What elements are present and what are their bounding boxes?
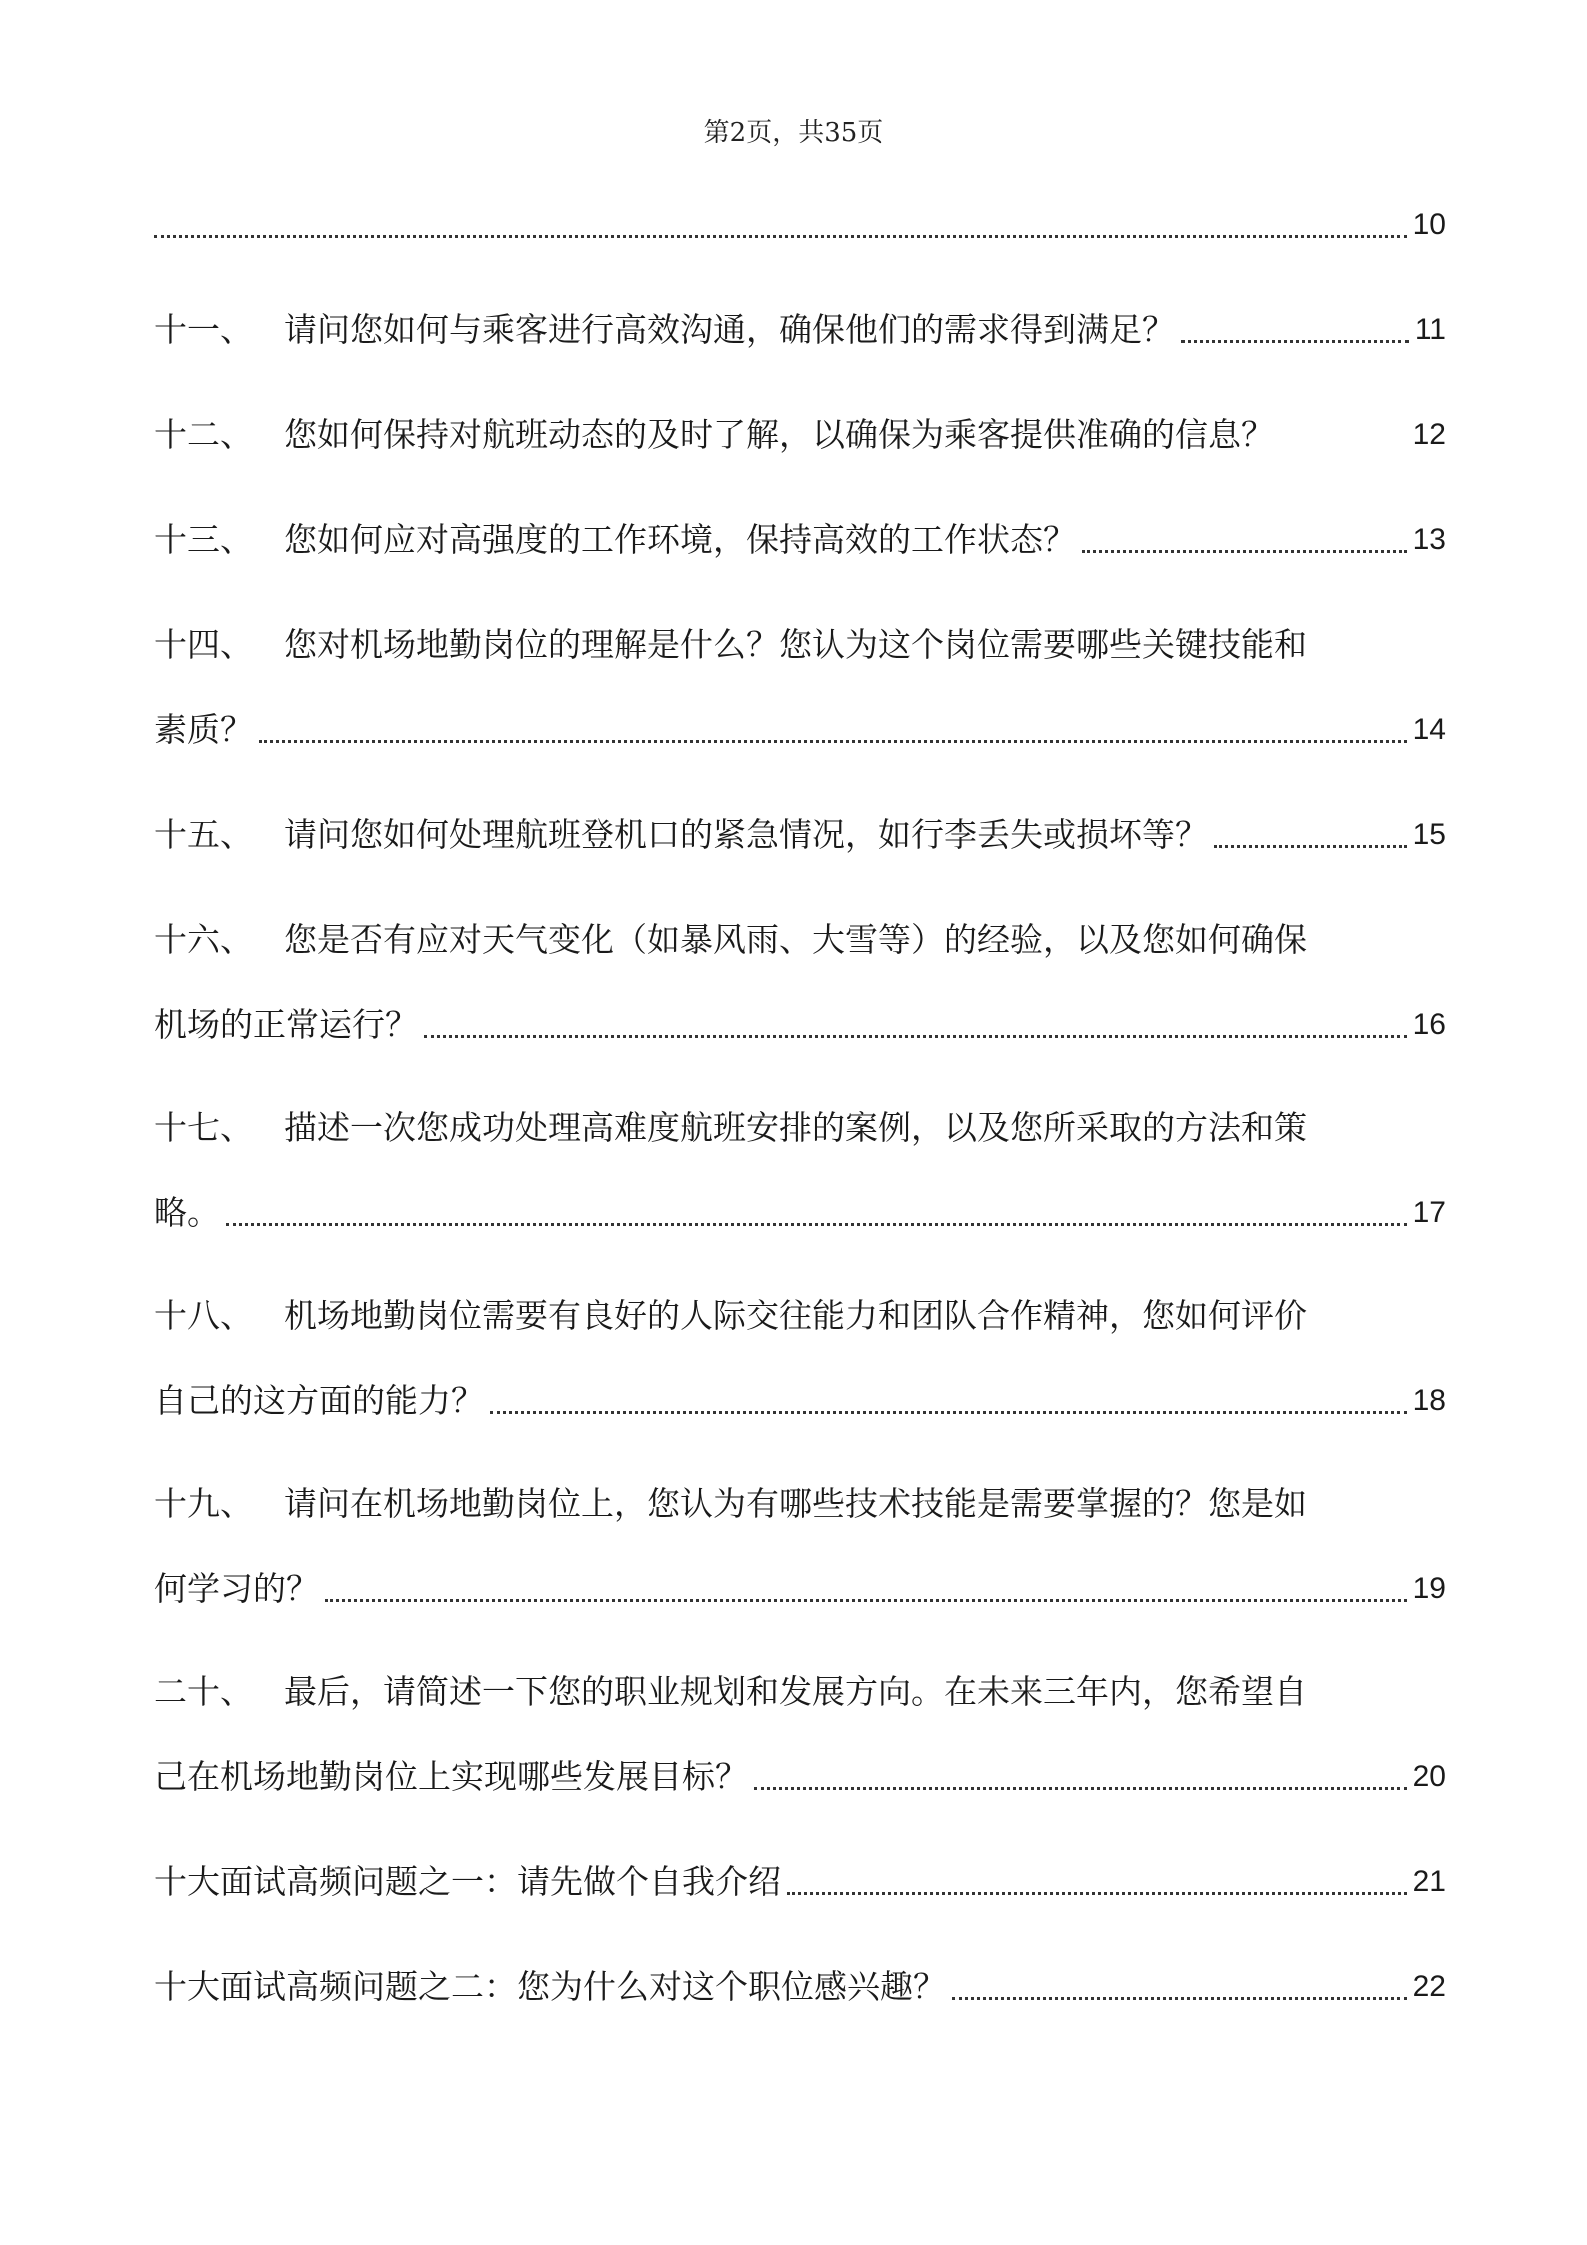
toc-entry-13[interactable]: [154, 515, 1446, 565]
toc-page-number: 11: [1414, 313, 1446, 346]
toc-entry-title: 请问您如何处理航班登机口的紧急情况，如行李丢失或损坏等？: [284, 815, 1208, 854]
toc-entry-number: 十九、: [154, 1484, 253, 1523]
dot-leader: [1278, 445, 1409, 448]
toc-entry-15[interactable]: [154, 810, 1446, 860]
toc-page-number: 19: [1412, 1572, 1446, 1605]
toc-entry-title: 描述一次您成功处理高难度航班安排的案例，以及您所采取的方法和策: [284, 1108, 1307, 1147]
dot-leader: [1082, 550, 1407, 553]
toc-entry-title: 最后，请简述一下您的职业规划和发展方向。在未来三年内，您希望自: [284, 1672, 1307, 1711]
toc-entry-number: 十一、: [154, 310, 253, 349]
toc-entry-title: 您如何应对高强度的工作环境，保持高效的工作状态？: [284, 520, 1076, 559]
dot-leader: [1181, 340, 1409, 343]
toc-page-number: 14: [1412, 713, 1446, 746]
toc-entry-title: 十大面试高频问题之二：您为什么对这个职位感兴趣？: [154, 1967, 946, 2006]
dot-leader: [259, 740, 1407, 743]
toc-entry-14-line2[interactable]: [154, 705, 1446, 755]
toc-entry-continuation[interactable]: [154, 200, 1446, 250]
dot-leader: [787, 1892, 1407, 1895]
toc-entry-title: 请问您如何与乘客进行高效沟通，确保他们的需求得到满足？: [284, 310, 1175, 349]
toc-entry-14-line1[interactable]: [154, 620, 1446, 670]
toc-entry-number: 十三、: [154, 520, 253, 559]
toc-entry-faq-1[interactable]: [154, 1857, 1446, 1907]
toc-entry-title: 您是否有应对天气变化（如暴风雨、大雪等）的经验，以及您如何确保: [284, 920, 1307, 959]
toc-entry-number: 十六、: [154, 920, 253, 959]
dot-leader: [490, 1411, 1407, 1414]
toc-entry-18-line2[interactable]: [154, 1376, 1446, 1426]
toc-entry-16-line1[interactable]: [154, 915, 1446, 965]
toc-entry-12[interactable]: [154, 410, 1446, 460]
toc-entry-title: 机场地勤岗位需要有良好的人际交往能力和团队合作精神，您如何评价: [284, 1296, 1307, 1335]
toc-entry-faq-2[interactable]: [154, 1962, 1446, 2012]
toc-page-number: 13: [1412, 523, 1446, 556]
toc-entry-20-line2[interactable]: [154, 1752, 1446, 1802]
page-header: 第2页，共35页: [703, 118, 884, 148]
toc-entry-number: 二十、: [154, 1672, 253, 1711]
toc-page-number: 10: [1412, 208, 1446, 241]
dot-leader: [424, 1035, 1407, 1038]
toc-entry-16-line2[interactable]: [154, 1000, 1446, 1050]
toc-entry-number: 十五、: [154, 815, 253, 854]
toc-entry-title-continued: 略。: [154, 1193, 220, 1232]
toc-entry-title-continued: 何学习的？: [154, 1569, 319, 1608]
toc-entry-title: 您对机场地勤岗位的理解是什么？您认为这个岗位需要哪些关键技能和: [284, 625, 1307, 664]
dot-leader: [1214, 845, 1407, 848]
toc-page-number: 22: [1412, 1970, 1446, 2003]
dot-leader: [226, 1223, 1407, 1226]
toc-entry-title: 您如何保持对航班动态的及时了解，以确保为乘客提供准确的信息？: [284, 415, 1274, 454]
toc-entry-20-line1[interactable]: [154, 1667, 1446, 1717]
toc-entry-title-continued: 机场的正常运行？: [154, 1005, 418, 1044]
toc-page-number: 16: [1412, 1008, 1446, 1041]
toc-entry-17-line2[interactable]: [154, 1188, 1446, 1238]
toc-page-number: 18: [1412, 1384, 1446, 1417]
toc-page-number: 20: [1412, 1760, 1446, 1793]
toc-entry-number: 十七、: [154, 1108, 253, 1147]
toc-entry-title: 十大面试高频问题之一：请先做个自我介绍: [154, 1862, 781, 1901]
toc-page-number: 15: [1412, 818, 1446, 851]
toc-entry-19-line1[interactable]: [154, 1479, 1446, 1529]
toc-entry-17-line1[interactable]: [154, 1103, 1446, 1153]
toc-entry-18-line1[interactable]: [154, 1291, 1446, 1341]
toc-page-number: 12: [1412, 418, 1446, 451]
toc-entry-title-continued: 己在机场地勤岗位上实现哪些发展目标？: [154, 1757, 748, 1796]
dot-leader: [754, 1787, 1407, 1790]
toc-entry-11[interactable]: [154, 305, 1446, 355]
toc-entry-title-continued: 素质？: [154, 710, 253, 749]
toc-page-number: 21: [1412, 1865, 1446, 1898]
toc-entry-number: 十四、: [154, 625, 253, 664]
toc-entry-number: 十八、: [154, 1296, 253, 1335]
dot-leader: [325, 1599, 1407, 1602]
toc-page-number: 17: [1412, 1196, 1446, 1229]
toc-entry-number: 十二、: [154, 415, 253, 454]
dot-leader: [154, 235, 1407, 238]
toc-entry-title: 请问在机场地勤岗位上，您认为有哪些技术技能是需要掌握的？您是如: [284, 1484, 1307, 1523]
toc-entry-19-line2[interactable]: [154, 1564, 1446, 1614]
toc-entry-title-continued: 自己的这方面的能力？: [154, 1381, 484, 1420]
dot-leader: [952, 1997, 1407, 2000]
